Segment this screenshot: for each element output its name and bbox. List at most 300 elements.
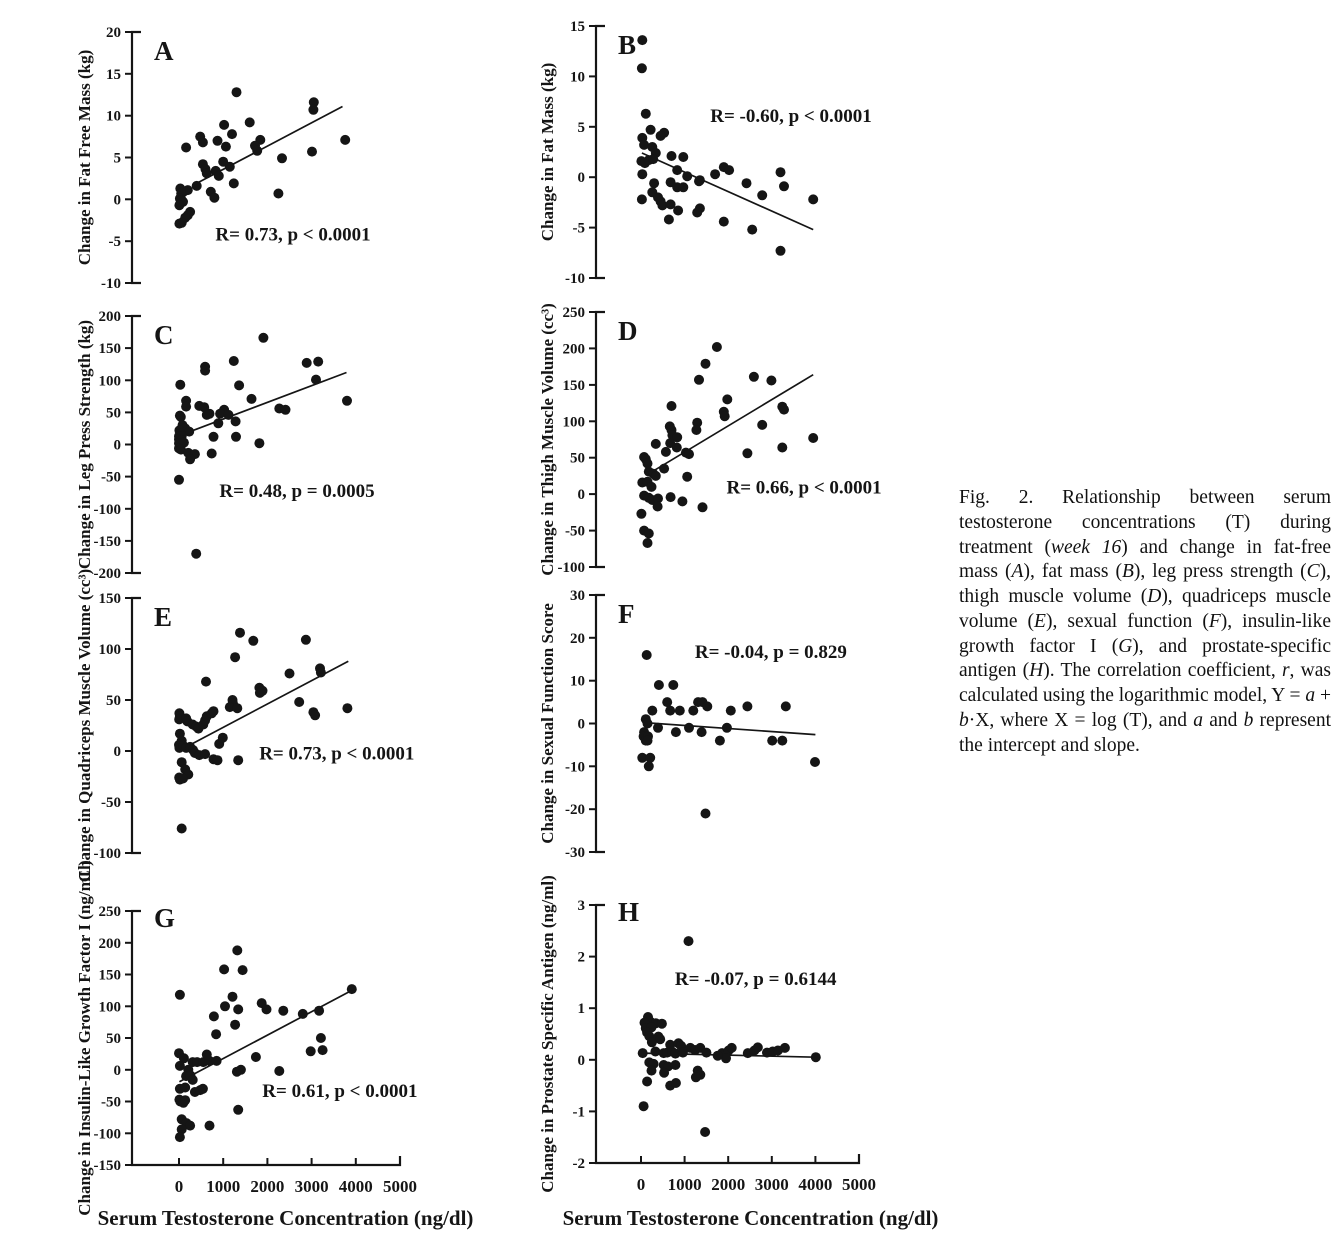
data-point [766, 376, 776, 386]
y-tick-label: -10 [101, 276, 121, 292]
data-point [644, 529, 654, 539]
data-point [225, 162, 235, 172]
data-point [781, 701, 791, 711]
data-point [218, 733, 228, 743]
data-point [209, 1011, 219, 1021]
data-point [234, 380, 244, 390]
data-point [654, 680, 664, 690]
data-point [647, 1066, 657, 1076]
data-point [227, 129, 237, 139]
data-point [308, 105, 318, 115]
y-tick-label: 0 [577, 716, 585, 733]
caption-italic-segment: week 16 [1050, 536, 1122, 558]
data-point [715, 736, 725, 746]
x-tick-label: 1000 [667, 1175, 702, 1194]
axis-frame [596, 595, 605, 852]
axis-frame [132, 911, 400, 1165]
data-point [342, 396, 352, 406]
data-point [684, 449, 694, 459]
y-tick-label: 100 [98, 999, 121, 1016]
data-point [678, 182, 688, 192]
data-point [200, 749, 210, 759]
caption-italic-segment: G [1118, 635, 1133, 657]
data-point [318, 1045, 328, 1055]
data-point [273, 189, 283, 199]
data-point [641, 109, 651, 119]
y-axis-label: Change in Thigh Muscle Volume (cc³) [538, 303, 557, 576]
data-point [653, 502, 663, 512]
correlation-annotation: R= 0.73, p < 0.0001 [259, 743, 415, 765]
y-tick-label: -50 [565, 523, 585, 540]
data-point [688, 706, 698, 716]
scatter-points [638, 936, 821, 1137]
data-point [262, 1004, 272, 1014]
data-point [642, 1077, 652, 1087]
data-point [298, 1009, 308, 1019]
data-point [666, 492, 676, 502]
panel-letter: B [618, 30, 637, 60]
y-tick-label: 10 [570, 673, 585, 690]
data-point [694, 176, 704, 186]
data-point [670, 1060, 680, 1070]
x-axis-title-left: Serum Testosterone Concentration (ng/dl) [97, 1206, 474, 1230]
data-point [694, 375, 704, 385]
data-point [780, 1043, 790, 1053]
data-point [176, 412, 186, 422]
y-tick-label: -50 [101, 1094, 121, 1111]
data-point [340, 135, 350, 145]
y-tick-label: 0 [113, 1062, 121, 1079]
caption-italic-segment: b [959, 709, 969, 731]
data-point [673, 206, 683, 216]
data-point [235, 628, 245, 638]
panel-G [75, 860, 418, 1215]
caption-segment: ), quadriceps muscle volume ( [959, 586, 1331, 632]
data-point [301, 635, 311, 645]
data-point [180, 1095, 190, 1105]
data-point [667, 401, 677, 411]
data-point [202, 168, 212, 178]
caption-segment: Fig. 2. Relationship between serum testosterone concentrations (T) during treatment ( [959, 487, 1331, 558]
y-tick-label: 150 [98, 967, 121, 984]
data-point [233, 755, 243, 765]
data-point [233, 1004, 243, 1014]
data-point [767, 736, 777, 746]
data-point [691, 425, 701, 435]
y-tick-label: -50 [101, 469, 121, 486]
data-point [307, 147, 317, 157]
data-point [662, 697, 672, 707]
axis-frame [132, 316, 141, 573]
caption-segment: + [1315, 685, 1331, 706]
data-point [691, 1072, 701, 1082]
data-point [258, 333, 268, 343]
caption-segment: and [1203, 709, 1244, 731]
data-point [201, 677, 211, 687]
caption-italic-segment: a [1305, 685, 1316, 706]
data-point [294, 697, 304, 707]
data-point [682, 171, 692, 181]
x-tick-label: 2000 [711, 1175, 746, 1194]
scatter-points [174, 333, 352, 559]
data-point [232, 945, 242, 955]
y-tick-label: -50 [101, 795, 121, 811]
caption-segment: ), sexual function ( [1045, 610, 1209, 632]
data-point [661, 447, 671, 457]
data-point [232, 87, 242, 97]
data-point [668, 680, 678, 690]
panel-E [75, 569, 414, 882]
caption-segment: ), thigh muscle volume ( [959, 561, 1331, 607]
data-point [651, 439, 661, 449]
data-point [639, 1101, 649, 1111]
data-point [753, 1042, 763, 1052]
data-point [637, 63, 647, 73]
data-point [636, 509, 646, 519]
data-point [191, 549, 201, 559]
data-point [637, 169, 647, 179]
data-point [231, 416, 241, 426]
data-point [274, 1066, 284, 1076]
caption-segment: ), fat mass ( [1023, 561, 1122, 583]
data-point [254, 438, 264, 448]
y-axis-label: Change in Fat Mass (kg) [538, 62, 557, 242]
y-tick-label: 0 [577, 1052, 585, 1069]
data-point [808, 433, 818, 443]
caption-italic-segment: B [1121, 561, 1134, 583]
y-tick-label: -5 [108, 234, 121, 251]
data-point [248, 636, 258, 646]
data-point [314, 1006, 324, 1016]
data-point [665, 706, 675, 716]
y-tick-label: 250 [98, 904, 121, 920]
caption-italic-segment: A [1011, 561, 1024, 583]
y-tick-label: -150 [93, 533, 121, 550]
data-point [650, 1047, 660, 1057]
axis-frame [596, 26, 605, 278]
data-point [209, 432, 219, 442]
x-tick-label: 5000 [383, 1177, 417, 1196]
y-tick-label: -20 [565, 802, 585, 819]
data-point [664, 215, 674, 225]
scatter-points [174, 628, 352, 834]
figure-caption [959, 486, 1331, 758]
data-point [207, 449, 217, 459]
data-point [643, 719, 653, 729]
y-tick-label: 150 [98, 341, 121, 358]
y-tick-label: 1 [577, 1001, 585, 1018]
data-point [277, 153, 287, 163]
data-point [236, 1065, 246, 1075]
data-point [777, 736, 787, 746]
y-tick-label: 0 [577, 487, 585, 504]
x-tick-label: 3000 [754, 1175, 789, 1194]
data-point [316, 668, 326, 678]
data-point [776, 167, 786, 177]
data-point [779, 181, 789, 191]
correlation-annotation: R= -0.60, p < 0.0001 [710, 105, 872, 127]
data-point [233, 1105, 243, 1115]
data-point [342, 703, 352, 713]
data-point [252, 146, 262, 156]
y-tick-label: 5 [113, 150, 121, 167]
data-point [742, 701, 752, 711]
data-point [192, 181, 202, 191]
data-point [212, 1056, 222, 1066]
scatter-points [637, 650, 820, 819]
x-tick-label: 2000 [250, 1177, 285, 1196]
data-point [316, 1033, 326, 1043]
panel-H [538, 875, 876, 1194]
data-point [238, 965, 248, 975]
data-point [702, 701, 712, 711]
y-tick-label: -100 [93, 1126, 121, 1143]
y-tick-label: -100 [93, 501, 121, 518]
y-tick-label: -100 [93, 846, 121, 862]
data-point [698, 502, 708, 512]
caption-italic-segment: b [1243, 709, 1254, 731]
data-point [647, 706, 657, 716]
y-tick-label: 100 [98, 642, 121, 658]
data-point [174, 475, 184, 485]
data-point [678, 1048, 688, 1058]
data-point [810, 757, 820, 767]
y-tick-label: 50 [106, 405, 121, 422]
caption-italic-segment: r [1281, 660, 1290, 682]
y-axis-label: Change in Leg Press Strength (kg) [75, 319, 94, 570]
data-point [776, 246, 786, 256]
caption-italic-segment: C [1306, 561, 1320, 583]
y-tick-label: 150 [562, 377, 585, 394]
data-point [175, 990, 185, 1000]
y-tick-label: -30 [565, 845, 585, 861]
y-axis-label: Change in Fat Free Mass (kg) [75, 49, 94, 266]
data-point [672, 443, 682, 453]
y-tick-label: 20 [106, 25, 121, 41]
y-tick-label: 0 [113, 437, 121, 454]
data-point [247, 394, 257, 404]
y-tick-label: -150 [93, 1158, 121, 1174]
y-tick-label: 20 [570, 630, 585, 647]
caption-segment: ), insulin-like growth factor I ( [959, 610, 1331, 657]
data-point [302, 358, 312, 368]
caption-segment: represent the intercept and slope. [959, 709, 1331, 756]
correlation-annotation: R= 0.73, p < 0.0001 [215, 224, 371, 246]
y-tick-label: 15 [570, 19, 585, 35]
caption-segment: , was calculated using the logarithmic model, Y = [959, 660, 1331, 706]
panel-B [538, 19, 872, 287]
data-point [175, 1132, 185, 1142]
data-point [637, 194, 647, 204]
data-point [644, 761, 654, 771]
caption-italic-segment: H [1029, 660, 1044, 682]
y-tick-label: -100 [557, 560, 585, 576]
panel-letter: C [154, 320, 174, 350]
data-point [712, 342, 722, 352]
data-point [757, 420, 767, 430]
data-point [213, 418, 223, 428]
data-point [638, 1048, 648, 1058]
y-tick-label: -1 [572, 1104, 585, 1121]
y-tick-label: 50 [570, 450, 585, 467]
axis-frame [132, 32, 141, 283]
y-axis-label: Change in Prostate Specific Antigen (ng/ml) [538, 875, 557, 1193]
data-point [209, 706, 219, 716]
data-point [722, 394, 732, 404]
data-point [198, 1084, 208, 1094]
data-point [213, 755, 223, 765]
data-point [697, 727, 707, 737]
data-point [651, 471, 661, 481]
data-point [811, 1052, 821, 1062]
data-point [647, 482, 657, 492]
data-point [313, 357, 323, 367]
data-point [230, 652, 240, 662]
scatter-points [174, 87, 350, 228]
y-tick-label: -10 [565, 271, 585, 287]
panel-letter: D [618, 316, 638, 346]
data-point [347, 984, 357, 994]
data-point [174, 200, 184, 210]
data-point [710, 169, 720, 179]
panel-F [538, 588, 847, 861]
correlation-annotation: R= -0.07, p = 0.6144 [674, 969, 837, 990]
panel-D [538, 303, 882, 576]
caption-segment: ·X, where X = log (T), and [968, 709, 1194, 731]
data-point [692, 208, 702, 218]
data-point [215, 409, 225, 419]
y-axis-label: Change in Sexual Function Score [538, 603, 557, 844]
data-point [672, 165, 682, 175]
data-point [311, 375, 321, 385]
data-point [258, 686, 268, 696]
data-point [643, 538, 653, 548]
data-point [219, 120, 229, 130]
data-point [742, 178, 752, 188]
x-tick-label: 4000 [338, 1177, 373, 1196]
data-point [671, 727, 681, 737]
data-point [220, 1001, 230, 1011]
axis-frame [596, 312, 605, 567]
data-point [637, 35, 647, 45]
data-point [645, 753, 655, 763]
data-point [701, 1048, 711, 1058]
y-tick-label: -10 [565, 759, 585, 776]
data-point [200, 366, 210, 376]
data-point [278, 1006, 288, 1016]
y-tick-label: 0 [113, 192, 121, 209]
data-point [643, 736, 653, 746]
panel-letter: A [154, 36, 174, 66]
y-tick-label: 15 [106, 66, 121, 83]
scatter-points [636, 342, 818, 548]
caption-italic-segment: D [1147, 586, 1162, 607]
data-point [700, 1127, 710, 1137]
x-axis-title-right: Serum Testosterone Concentration (ng/dl) [562, 1206, 939, 1230]
data-point [228, 992, 238, 1002]
panel-C [75, 309, 375, 582]
y-tick-label: -2 [572, 1156, 585, 1172]
data-point [657, 1019, 667, 1029]
x-tick-label: 0 [636, 1175, 646, 1194]
y-axis-label: Change in Insulin-Like Growth Factor I (ng/mL) [75, 860, 94, 1216]
data-point [742, 448, 752, 458]
y-tick-label: 3 [577, 898, 585, 914]
data-point [646, 125, 656, 135]
y-tick-label: 0 [577, 170, 585, 187]
correlation-annotation: R= 0.61, p < 0.0001 [262, 1081, 418, 1103]
data-point [232, 703, 242, 713]
data-point [221, 142, 231, 152]
data-point [777, 443, 787, 453]
data-point [231, 432, 241, 442]
correlation-annotation: R= 0.66, p < 0.0001 [726, 477, 882, 499]
data-point [214, 171, 224, 181]
data-point [205, 1121, 215, 1131]
data-point [281, 405, 291, 415]
data-point [724, 165, 734, 175]
data-point [653, 723, 663, 733]
data-point [671, 1078, 681, 1088]
data-point [202, 1050, 212, 1060]
data-point [684, 723, 694, 733]
y-tick-label: 0 [113, 744, 121, 760]
caption-segment: ). The correlation coefficient, [1043, 660, 1282, 682]
y-tick-label: -5 [572, 220, 585, 237]
y-tick-label: 50 [106, 693, 121, 709]
caption-italic-segment: E [1034, 610, 1046, 632]
data-point [209, 193, 219, 203]
data-point [659, 464, 669, 474]
data-point [719, 217, 729, 227]
axis-frame [132, 598, 141, 853]
data-point [667, 151, 677, 161]
y-tick-label: 50 [106, 1031, 121, 1047]
axis-frame [596, 905, 859, 1163]
scatter-points [174, 945, 357, 1142]
y-tick-label: 200 [98, 309, 121, 325]
data-point [757, 190, 767, 200]
x-tick-label: 0 [174, 1177, 184, 1196]
caption-italic-segment: F [1208, 610, 1221, 632]
data-point [181, 143, 191, 153]
panel-letter: F [618, 599, 635, 629]
correlation-annotation: R= -0.04, p = 0.829 [694, 642, 847, 663]
data-point [174, 219, 184, 229]
data-point [642, 650, 652, 660]
data-point [230, 1020, 240, 1030]
data-point [779, 405, 789, 415]
data-point [177, 824, 187, 834]
y-tick-label: 10 [106, 108, 121, 125]
data-point [647, 1037, 657, 1047]
data-point [659, 1068, 669, 1078]
data-point [749, 372, 759, 382]
data-point [180, 1083, 190, 1093]
x-tick-label: 5000 [842, 1175, 876, 1194]
data-point [188, 1075, 198, 1085]
data-point [808, 194, 818, 204]
panel-A [75, 25, 371, 292]
data-point [229, 178, 239, 188]
data-point [747, 225, 757, 235]
data-point [219, 964, 229, 974]
data-point [178, 774, 188, 784]
data-point [245, 117, 255, 127]
data-point [649, 178, 659, 188]
y-tick-label: 100 [98, 373, 121, 390]
y-tick-label: 30 [570, 588, 585, 604]
